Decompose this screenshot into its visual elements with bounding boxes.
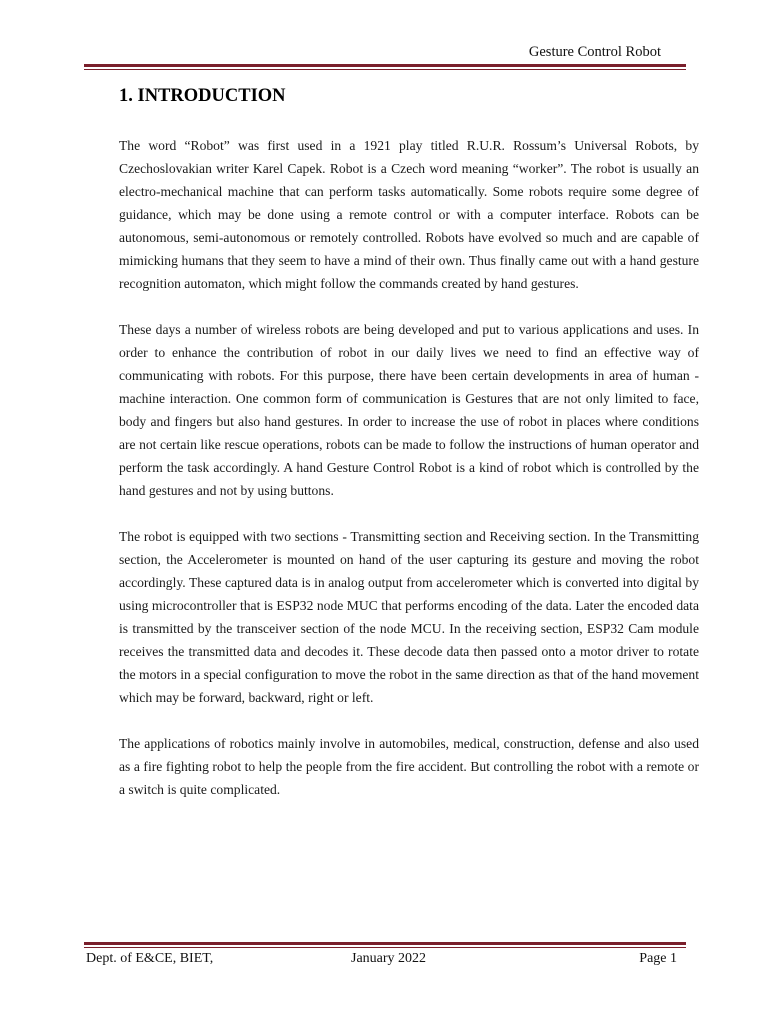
header-rule-thin-line	[84, 69, 686, 70]
footer-department: Dept. of E&CE, BIET,	[86, 951, 214, 966]
footer-rule-thick-line	[84, 942, 686, 945]
header-rule-thick-line	[84, 64, 686, 67]
paragraph-1: The word “Robot” was first used in a 1921 play titled R.U.R. Rossum’s Universal Robots, by Czechoslovakian writer Karel Capek. Robot is a Czech word meaning “worker”. The robot is usually an electro-mechanical machine that can perform tasks automatically. Some robots require some degree of guidance, which may be done using a remote control or with a computer interface. Robots can be autonomous, semi-autonomous or remotely controlled. Robots have evolved so much and are capable of mimicking humans that they seem to have a mind of their own. Thus finally came out with a hand gesture recognition automaton, which might follow the commands created by hand gestures.	[119, 138, 699, 291]
header-rule	[84, 64, 686, 70]
running-header-title: Gesture Control Robot	[528, 44, 661, 60]
paragraph-3: The robot is equipped with two sections - Transmitting section and Receiving section. In the Transmitting section, the Accelerometer is mounted on hand of the user capturing its gesture and moving the robot accordingly. These captured data is in analog output from accelerometer which is converted into digital by using microcontroller that is ESP32 node MUC that performs encoding of the data. Later the encoded data is transmitted by the transceiver section of the node MCU. In the receiving section, ESP32 Cam module receives the transmitted data and decodes it. These decode data then passed onto a motor driver to rotate the motors in a special configuration to move the robot in the same direction as that of the hand movement which may be forward, backward, right or left.	[119, 529, 699, 705]
footer-page-number: Page 1	[639, 951, 677, 966]
section-heading: 1. INTRODUCTION	[119, 86, 286, 106]
paragraph-4: The applications of robotics mainly involve in automobiles, medical, construction, defense and also used as a fire fighting robot to help the people from the fire accident. But controlling the robot with a remote or a switch is quite complicated.	[119, 736, 699, 797]
footer-rule	[84, 942, 686, 948]
paragraph-2: These days a number of wireless robots are being developed and put to various applications and uses. In order to enhance the contribution of robot in our daily lives we need to find an effective way of communicating with robots. For this purpose, there have been certain developments in area of human -machine interaction. One common form of communication is Gestures that are not only limited to face, body and fingers but also hand gestures. In order to increase the use of robot in places where conditions are not certain like rescue operations, robots can be made to follow the instructions of human operator and perform the task accordingly. A hand Gesture Control Robot is a kind of robot which is controlled by the hand gestures and not by using buttons.	[119, 322, 699, 498]
footer-date: January 2022	[351, 951, 427, 966]
section-body	[119, 134, 699, 824]
footer-rule-thin-line	[84, 947, 686, 948]
